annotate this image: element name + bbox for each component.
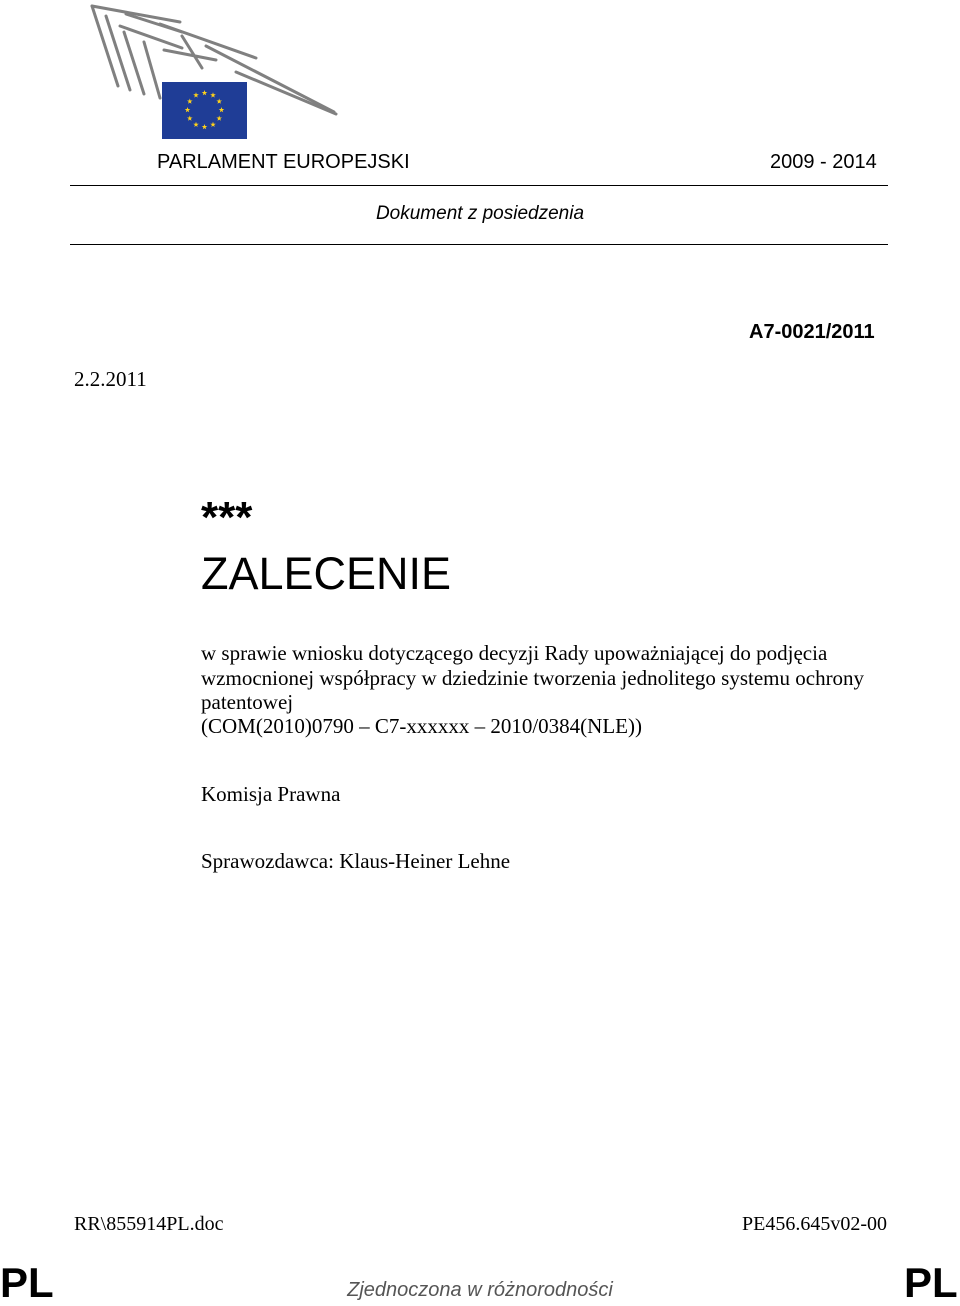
header-divider-bottom: [70, 244, 888, 245]
document-subject: w sprawie wniosku dotyczącego decyzji Rady upoważniającej do podjęcia wzmocnionej współpracy w dziedzinie tworzenia jednolitego systemu ochrony patentowej: [201, 641, 865, 714]
procedure-reference: (COM(2010)0790 – C7-xxxxxx – 2010/0384(NLE)): [201, 714, 642, 738]
document-type: Dokument z posiedzenia: [375, 203, 585, 224]
rapporteur: Sprawozdawca: Klaus-Heiner Lehne: [201, 849, 511, 873]
institution-name: PARLAMENT EUROPEJSKI: [157, 151, 410, 173]
language-code-right: PL: [904, 1259, 958, 1306]
header-divider: [70, 185, 888, 186]
committee-name: Komisja Prawna: [201, 782, 341, 806]
document-date: 2.2.2011: [74, 367, 147, 391]
footer-pe-reference: PE456.645v02-00: [742, 1213, 887, 1235]
document-reference: A7-0021/2011: [749, 321, 875, 343]
language-code-left: PL: [0, 1259, 54, 1306]
eu-motto: Zjednoczona w różnorodności: [347, 1279, 613, 1301]
procedure-marker: ***: [201, 493, 253, 542]
footer-file-name: RR\855914PL.doc: [74, 1213, 224, 1235]
eu-flag-icon: [162, 82, 247, 139]
document-title: ZALECENIE: [201, 548, 452, 599]
parliamentary-term: 2009 - 2014: [770, 151, 877, 173]
european-parliament-logo-icon: [86, 2, 338, 142]
